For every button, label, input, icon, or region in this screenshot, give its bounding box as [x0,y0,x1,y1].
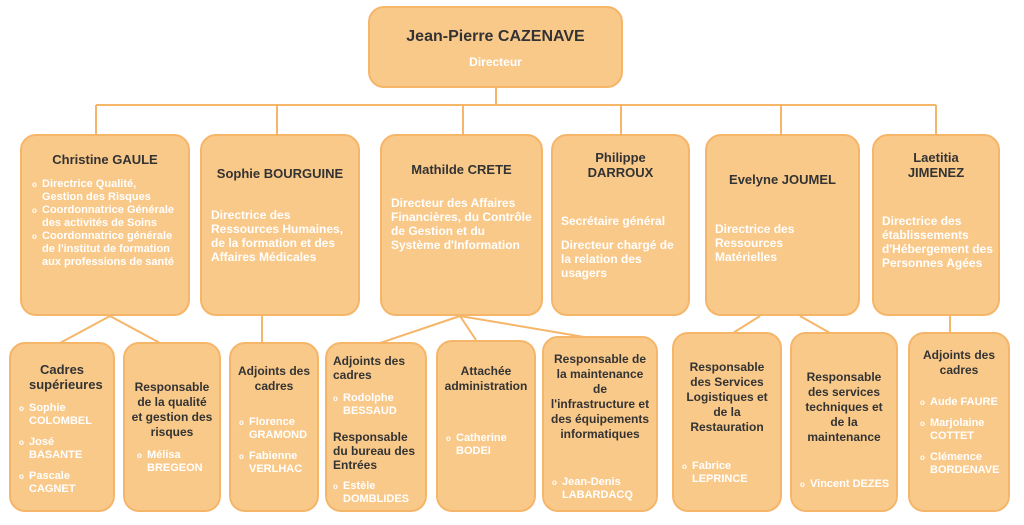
gaule-box [20,134,190,316]
bourguine-name: Sophie BOURGUINE [216,166,344,181]
gaule-function: o Directrice Qualité, Gestion des Risques [32,178,180,204]
logistique-title: Responsable des Services Logistiques et de la Restauration [686,360,768,434]
crete-box [380,134,543,316]
cadres-sup-people [19,402,109,496]
director-box [368,6,623,88]
adj-fin-people2 [333,480,423,506]
person: o Pascale CAGNET [19,470,109,496]
qualite-title: Responsable de la qualité et gestion des risques [131,380,213,439]
person: o Jean-Denis LABARDACQ [552,476,654,502]
darroux-desc2: Directeur chargé de la relation des usagers [561,238,674,280]
gaule-functions [32,178,180,269]
person: o Florence GRAMOND [239,416,315,442]
director-title: Directeur [469,55,522,69]
adj-rh-people [239,416,315,476]
logistique-box [672,332,782,512]
techniques-title: Responsable des services techniques et de la maintenance [805,370,883,444]
gaule-name: Christine GAULE [52,152,158,167]
adj-ehpad-people [920,396,1006,477]
darroux-desc1: Secrétaire général [561,214,666,228]
person: o Clémence BORDENAVE [920,451,1006,477]
jimenez-name: Laetitia JIMENEZ [907,150,965,180]
adj-rh-box [229,342,319,512]
person: o José BASANTE [19,436,109,462]
qualite-box [123,342,221,512]
person: o Mélisa BREGEON [137,449,215,475]
attachee-people [446,432,532,458]
adj-rh-title: Adjoints des cadres [237,364,310,393]
person: o Catherine BODEI [446,432,532,458]
maintenance-title: Responsable de la maintenance de l'infrastructure et des équipements informatiques [550,352,650,441]
logistique-people [682,460,778,486]
person: o Rodolphe BESSAUD [333,392,423,418]
adj-ehpad-title: Adjoints des cadres [922,348,995,377]
maintenance-people [552,476,654,502]
crete-desc: Directeur des Affaires Financières, du Contrôle de Gestion et du Système d'Information [391,196,532,252]
person: o Sophie COLOMBEL [19,402,109,428]
cadres-sup-title: Cadres supérieures [29,362,103,392]
qualite-people [137,449,215,475]
gaule-function: o Coordonnatrice Générale des activités de Soins [32,204,180,230]
person: o Marjolaine COTTET [920,417,1006,443]
director-name: Jean-Pierre CAZENAVE [406,28,585,45]
techniques-people [800,478,894,491]
bourguine-desc: Directrice des Ressources Humaines, de la formation et des Affaires Médicales [211,208,344,264]
person: o Vincent DEZES [800,478,894,491]
bourguine-box [200,134,360,316]
jimenez-desc: Directrice des établissements d'Hébergement des Personnes Agées [882,214,993,270]
adj-fin-title: Adjoints des cadres [333,354,406,382]
gaule-function: o Coordonnatrice générale de l'institut de formation aux professions de santé [32,230,180,269]
darroux-name: Philippe DARROUX [587,150,654,180]
cadres-sup-box [9,342,115,512]
person: o Estèle DOMBLIDES [333,480,423,506]
adj-ehpad-box [908,332,1010,512]
jimenez-box [872,134,1000,316]
techniques-box [790,332,898,512]
person: o Fabienne VERLHAC [239,450,315,476]
adj-fin-people [333,392,423,418]
crete-name: Mathilde CRETE [411,162,512,177]
joumel-box [705,134,860,316]
person: o Fabrice LEPRINCE [682,460,778,486]
adj-fin-title2: Responsable du bureau des Entrées [333,430,416,472]
attachee-box [436,340,536,512]
person: o Aude FAURE [920,396,1006,409]
darroux-box [551,134,690,316]
joumel-name: Evelyne JOUMEL [729,172,836,187]
adj-fin-box [325,342,427,512]
attachee-title: Attachée administration [444,364,528,393]
joumel-desc: Directrice des Ressources Matérielles [715,222,795,264]
maintenance-box [542,336,658,512]
